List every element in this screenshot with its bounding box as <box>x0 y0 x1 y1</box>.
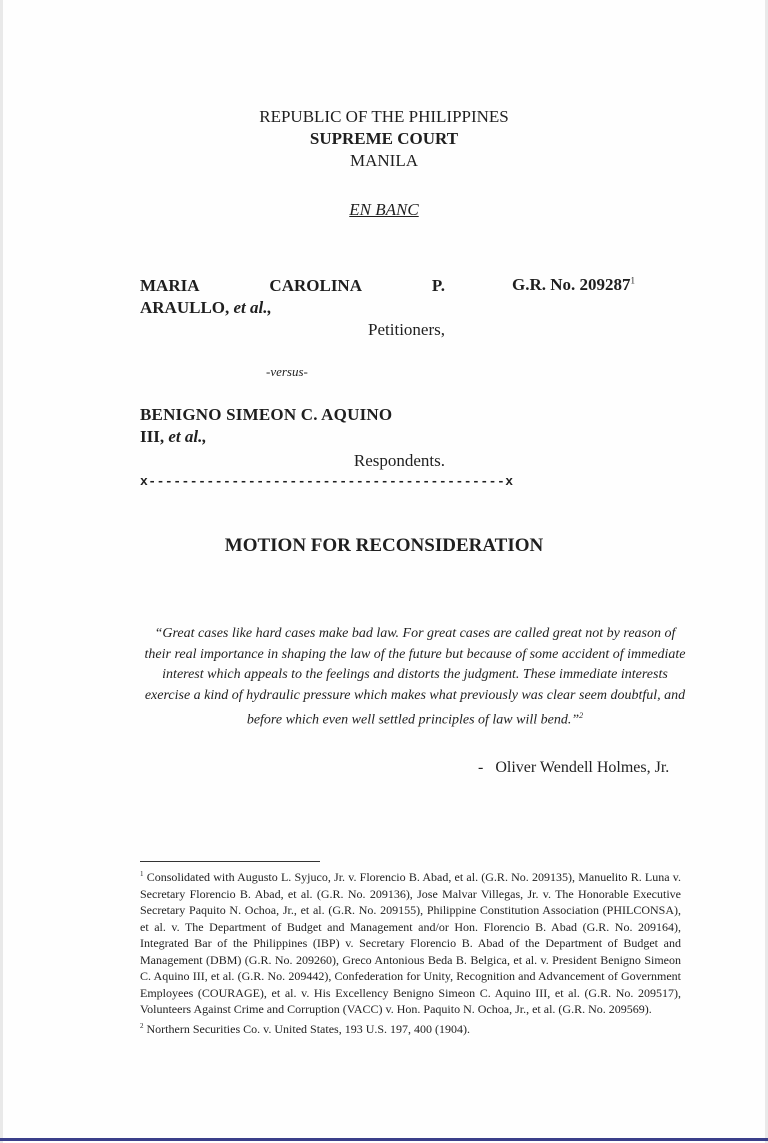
republic-line: REPUBLIC OF THE PHILIPPINES <box>259 107 509 126</box>
attribution-author: Oliver Wendell Holmes, Jr. <box>495 759 670 776</box>
attribution-dash: - <box>478 759 484 776</box>
respondents-role: Respondents. <box>353 451 445 470</box>
petitioners-name <box>140 275 445 319</box>
court-header <box>0 106 768 172</box>
footnote-1-text: Consolidated with Augusto L. Syjuco, Jr. v. Florencio B. Abad, et al. (G.R. No. 209135), Manuelito R. Luna v. Secretary Florencio B. Abad, et al. (G.R. No. 209136), Jose Malvar Villegas, Jr. v. The Honorable Executive Secretary Paquito N. Ochoa, Jr., et al. (G.R. No. 209155), Philippine Constitution Association (PHILCONSA), et al. v. The Department of Budget and Management and/or Hon. Florencio B. Abad (G.R. No. 209164), Integrated Bar of the Philippines (IBP) v. Secretary Florencio B. Abad of the Department of Budget and Management (DBM) (G.R. No. 209260), Greco Antonious Beda B. Belgica, et al. v. President Benigno Simeon C. Aquino III, et al. (G.R. No. 209442), Confederation for Unity, Recognition and Advancement of Government Employees (COURAGE), et al. v. His Excellency Benigno Simeon C. Aquino III, et al. (G.R. No. 209517), Volunteers Against Crime and Corruption (VACC) v. Hon. Paquito N. Ochoa, Jr., et al. (G.R. No. 209569). <box>140 870 681 1016</box>
footnote-divider <box>140 861 320 862</box>
petitioner-etal: et al., <box>233 298 272 317</box>
bottom-border <box>0 1138 768 1141</box>
court-location: MANILA <box>350 151 418 170</box>
footnotes <box>140 866 681 1037</box>
petitioner-surname: ARAULLO, <box>140 298 230 317</box>
caption-separator: x-------------------------------------------x <box>140 474 514 489</box>
quote-attribution <box>478 759 669 777</box>
epigraph-quote <box>140 624 690 731</box>
versus-label: -versus- <box>266 364 308 379</box>
respondents-name <box>140 404 445 448</box>
footnote-ref-1[interactable]: 1 <box>630 275 636 286</box>
petitioners-role: Petitioners, <box>368 320 445 339</box>
division-label <box>0 200 768 220</box>
respondent-name-line1: BENIGNO SIMEON C. AQUINO <box>140 405 393 424</box>
footnote-2 <box>140 1018 681 1038</box>
division-text: EN BANC <box>349 200 419 219</box>
case-number-text: G.R. No. 209287 <box>512 275 631 294</box>
footnote-2-mark: 2 <box>140 1021 144 1030</box>
footnote-2-text: Northern Securities Co. v. United States, 193 U.S. 197, 400 (1904). <box>146 1021 471 1036</box>
quote-text: “Great cases like hard cases make bad law. For great cases are called great not by reason of their real importance in shaping the law of the future but because of some accident of immediate interest which appeals to the feelings and distorts the judgment. These immediate interests exercise a kind of hydraulic pressure which makes what previously was clear seem doubtful, and before which even well settled principles of law will bend.” <box>144 626 686 728</box>
footnote-1-mark: 1 <box>140 870 144 878</box>
document-title: MOTION FOR RECONSIDERATION <box>224 535 544 556</box>
petitioner-initial: P. <box>431 276 445 295</box>
petitioner-middle-name: CAROLINA <box>269 276 362 295</box>
footnote-ref-2[interactable]: 2 <box>579 711 584 720</box>
respondent-etal: et al., <box>168 427 207 446</box>
footnote-1 <box>140 866 681 1018</box>
petitioner-first-name: MARIA <box>140 276 200 295</box>
case-number <box>512 275 635 295</box>
court-name: SUPREME COURT <box>309 129 459 148</box>
respondent-suffix: III, <box>140 427 165 446</box>
